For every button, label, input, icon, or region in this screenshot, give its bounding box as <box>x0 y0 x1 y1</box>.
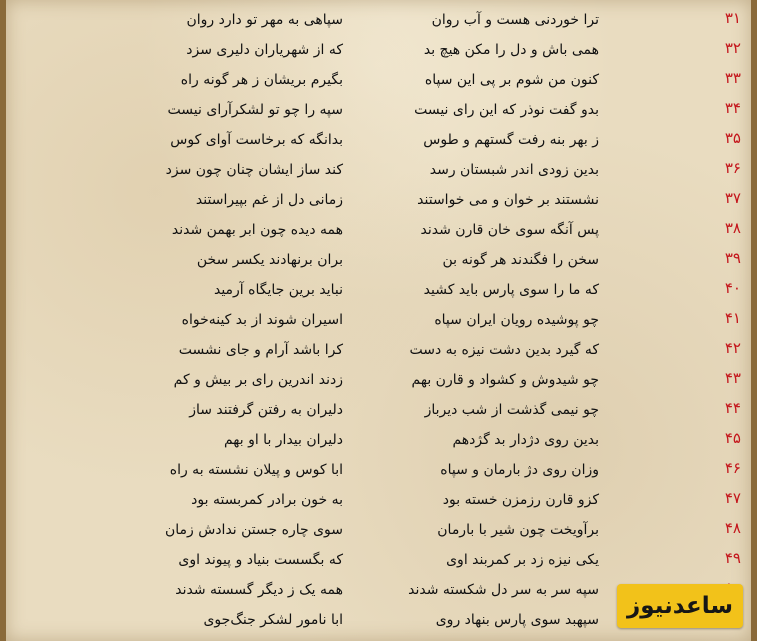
verse-row <box>6 423 751 453</box>
verse-row <box>6 243 751 273</box>
verse-first-hemistich: سپهبد سوی پارس بنهاد روی <box>435 612 599 628</box>
verse-row <box>6 393 751 423</box>
verse-first-hemistich: که گیرد بدین دشت نیزه به دست <box>409 342 599 358</box>
verse-second-hemistich: بران برنهادند یکسر سخن <box>196 252 343 268</box>
verse-second-hemistich: که بگسست بنیاد و پیوند اوی <box>178 552 343 568</box>
verse-row <box>6 63 751 93</box>
verse-number: ۳۷ <box>724 189 741 207</box>
verse-first-hemistich: کنون من شوم بر پی این سپاه <box>424 72 599 88</box>
verse-number: ۴۴ <box>724 399 741 417</box>
verse-number: ۳۸ <box>724 219 741 237</box>
verse-number: ۳۱ <box>724 9 741 27</box>
verse-number: ۳۲ <box>724 39 741 57</box>
verse-second-hemistich: نباید برین جایگاه آرمید <box>213 282 343 298</box>
verse-first-hemistich: نشستند بر خوان و می خواستند <box>417 192 599 208</box>
verse-number: ۴۱ <box>724 309 741 327</box>
verse-first-hemistich: بدو گفت نوذر که این رای نیست <box>414 102 599 118</box>
verse-row <box>6 363 751 393</box>
verse-first-hemistich: چو نیمی گذشت از شب دیرباز <box>424 402 599 418</box>
verse-first-hemistich: همی باش و دل را مکن هیچ بد <box>423 42 599 58</box>
verse-second-hemistich: سپاهی به مهر تو دارد روان <box>186 12 343 28</box>
verse-number: ۴۸ <box>724 519 741 537</box>
verse-number: ۴۳ <box>724 369 741 387</box>
verse-second-hemistich: ابا کوس و پیلان نشسته به راه <box>169 462 343 478</box>
verse-number: ۴۷ <box>724 489 741 507</box>
verse-row <box>6 3 751 33</box>
verse-second-hemistich: دلیران به رفتن گرفتند ساز <box>189 402 343 418</box>
verse-number: ۴۰ <box>724 279 741 297</box>
verse-number: ۴۵ <box>724 429 741 447</box>
verse-row <box>6 303 751 333</box>
verse-number: ۴۲ <box>724 339 741 357</box>
verse-number: ۴۶ <box>724 459 741 477</box>
verse-row <box>6 453 751 483</box>
verse-row <box>6 483 751 513</box>
verse-second-hemistich: همه دیده چون ابر بهمن شدند <box>171 222 343 238</box>
verse-row <box>6 153 751 183</box>
verse-second-hemistich: زمانی دل از غم بپیراستند <box>195 192 343 208</box>
verse-second-hemistich: کند ساز ایشان چنان چون سزد <box>165 162 343 178</box>
verse-first-hemistich: چو شیدوش و کشواد و قارن بهم <box>411 372 599 388</box>
verse-second-hemistich: کرا باشد آرام و جای نشست <box>178 342 343 358</box>
verse-row <box>6 333 751 363</box>
verse-first-hemistich: سخن را فگندند هر گونه بن <box>442 252 599 268</box>
verse-number: ۳۴ <box>724 99 741 117</box>
verse-row <box>6 183 751 213</box>
poem-page <box>6 0 751 641</box>
verse-second-hemistich: بگیرم بریشان ز هر گونه راه <box>180 72 343 88</box>
verse-first-hemistich: وزان روی دژ بارمان و سپاه <box>440 462 599 478</box>
verse-row <box>6 123 751 153</box>
verse-row <box>6 93 751 123</box>
verse-second-hemistich: که از شهریاران دلیری سزد <box>186 42 343 58</box>
verse-row <box>6 513 751 543</box>
verse-first-hemistich: بدین روی دژدار بد گژدهم <box>452 432 599 448</box>
verse-first-hemistich: ترا خوردنی هست و آب روان <box>431 12 599 28</box>
verse-first-hemistich: سپه سر به سر دل شکسته شدند <box>408 582 599 598</box>
verse-number: ۳۹ <box>724 249 741 267</box>
verse-first-hemistich: یکی نیزه زد بر کمربند اوی <box>446 552 599 568</box>
verse-first-hemistich: برآویخت چون شیر با بارمان <box>437 522 599 538</box>
verse-second-hemistich: ابا نامور لشکر جنگ‌جوی <box>203 612 343 628</box>
verse-number: ۳۳ <box>724 69 741 87</box>
verse-row <box>6 543 751 573</box>
verse-row <box>6 213 751 243</box>
verse-first-hemistich: چو پوشیده رویان ایران سپاه <box>434 312 599 328</box>
verse-row <box>6 33 751 63</box>
verse-second-hemistich: سوی چاره جستن ندادش زمان <box>164 522 343 538</box>
verse-second-hemistich: دلیران بیدار با او بهم <box>223 432 343 448</box>
watermark-logo: ساعدنیوز <box>617 584 743 628</box>
verse-second-hemistich: بدانگه که برخاست آوای کوس <box>170 132 343 148</box>
verse-second-hemistich: سپه را چو تو لشکرآرای نیست <box>167 102 343 118</box>
verse-number: ۳۶ <box>724 159 741 177</box>
verse-first-hemistich: بدین زودی اندر شبستان رسد <box>429 162 599 178</box>
verse-second-hemistich: به خون برادر کمربسته بود <box>191 492 343 508</box>
verse-first-hemistich: ز بهر بنه رفت گستهم و طوس <box>423 132 599 148</box>
verse-number: ۴۹ <box>724 549 741 567</box>
verse-number: ۳۵ <box>724 129 741 147</box>
verse-second-hemistich: زدند اندرین رای بر بیش و کم <box>173 372 343 388</box>
verse-first-hemistich: که ما را سوی پارس باید کشید <box>423 282 599 298</box>
verse-second-hemistich: اسیران شوند از بد کینه‌خواه <box>181 312 343 328</box>
verse-second-hemistich: همه یک ز دیگر گسسته شدند <box>175 582 343 598</box>
verse-first-hemistich: کزو قارن رزمزن خسته بود <box>442 492 599 508</box>
verse-first-hemistich: پس آنگه سوی خان قارن شدند <box>420 222 599 238</box>
verse-row <box>6 273 751 303</box>
